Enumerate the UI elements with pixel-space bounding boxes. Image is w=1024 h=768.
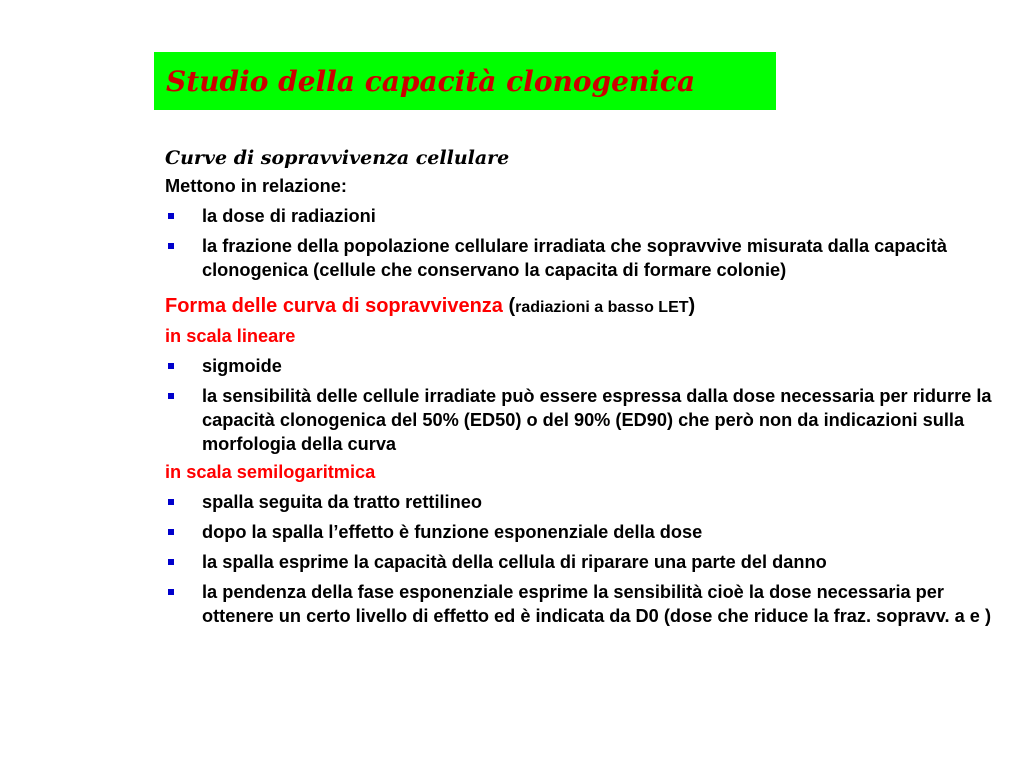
shape-heading-text: Forma delle curva di sopravvivenza <box>165 295 503 317</box>
shape-heading-open-paren: ( <box>502 295 516 317</box>
subheading: Curve di sopravvivenza cellulare <box>165 147 510 169</box>
intro-text: Mettono in relazione: <box>165 176 347 196</box>
list-item: spalla seguita da tratto rettilineo <box>165 490 1015 514</box>
slide-content <box>165 146 1015 628</box>
linear-label: in scala lineare <box>165 326 296 346</box>
linear-list <box>165 354 1015 456</box>
intro-list <box>165 204 1015 282</box>
list-item: sigmoide <box>165 354 1015 378</box>
semilog-list <box>165 490 1015 628</box>
shape-heading-note: radiazioni a basso LET <box>515 299 689 316</box>
list-item: dopo la spalla l’effetto è funzione esponenziale della dose <box>165 520 1015 544</box>
title-box <box>154 52 776 110</box>
list-item: la frazione della popolazione cellulare irradiata che sopravvive misurata dalla capacità clonogenica (cellule che conservano la capacita di formare colonie) <box>165 234 1015 282</box>
list-item: la sensibilità delle cellule irradiate può essere espressa dalla dose necessaria per ridurre la capacità clonogenica del 50% (ED50) o del 90% (ED90) che però non da indicazioni sulla morfologia della curva <box>165 384 1015 456</box>
semilog-label: in scala semilogaritmica <box>165 462 376 482</box>
shape-heading-close-paren: ) <box>688 295 696 317</box>
list-item: la pendenza della fase esponenziale esprime la sensibilità cioè la dose necessaria per ottenere un certo livello di effetto ed è indicata da D0 (dose che riduce la fraz. sopravv. a e ) <box>165 580 1015 628</box>
slide-title: Studio della capacità clonogenica <box>166 64 696 98</box>
list-item: la dose di radiazioni <box>165 204 1015 228</box>
list-item: la spalla esprime la capacità della cellula di riparare una parte del danno <box>165 550 1015 574</box>
shape-heading <box>165 294 1015 320</box>
